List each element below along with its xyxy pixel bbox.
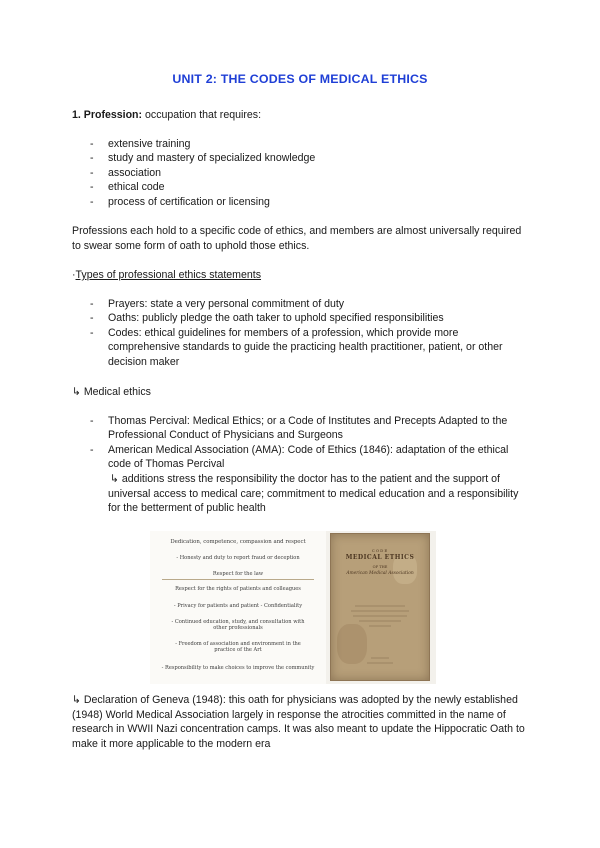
- slide-divider: [162, 579, 314, 580]
- list-item: - study and mastery of specialized knowledge: [72, 151, 532, 166]
- list-item: [72, 443, 532, 516]
- list-item: - process of certification or licensing: [72, 195, 532, 210]
- ama-additions-text: additions stress the responsibility the doctor has to the patient and the support of universal access to medical care; commitment to medical education and a responsibility for the betterment of public health: [108, 472, 519, 515]
- arrow-icon: ↳: [110, 472, 119, 485]
- list-item: - extensive training: [72, 137, 532, 152]
- profession-requirements-list: [72, 137, 532, 210]
- slide-line: - Freedom of association and environment in the practice of the Art: [175, 641, 301, 654]
- slide-line: Dedication, competence, compassion and respect: [170, 539, 306, 545]
- list-item: - Prayers: state a very personal commitment of duty: [72, 297, 532, 312]
- types-list: [72, 297, 532, 370]
- list-item: - association: [72, 166, 532, 181]
- ethics-principles-slide: [150, 531, 326, 684]
- profession-section: [72, 108, 532, 210]
- list-item: - Oaths: publicly pledge the oath taker to uphold specified responsibilities: [72, 311, 532, 326]
- book-title-line: American Medical Association: [346, 571, 414, 576]
- types-heading-line: [72, 268, 532, 283]
- profession-intro: occupation that requires:: [142, 109, 262, 121]
- profession-heading: 1. Profession:: [72, 109, 143, 121]
- list-item: - ethical code: [72, 180, 532, 195]
- medical-ethics-list: [72, 414, 532, 516]
- arrow-icon: ↳: [72, 386, 81, 398]
- slide-line: - Continued education, study, and consultation with other professionals: [171, 619, 305, 632]
- ama-code-book-cover: [330, 533, 430, 681]
- arrow-icon: ↳: [72, 694, 81, 706]
- types-section: [72, 268, 532, 370]
- medical-ethics-section: [72, 385, 532, 516]
- book-title-line: CODE: [371, 548, 389, 553]
- slide-line: - Responsibility to make choices to improve the community: [161, 665, 315, 671]
- geneva-text: Declaration of Geneva (1948): this oath for physicians was adopted by the newly established (1948) World Medical Association largely in response the atrocities committed in the name of research in WWII Nazi concentration camps. It was also meant to update the Hippocratic Oath to make it more applicable to the modern era: [72, 694, 525, 750]
- ethics-figure: [150, 531, 436, 684]
- slide-line: Respect for the rights of patients and colleagues: [175, 586, 301, 592]
- medical-ethics-heading: Medical ethics: [83, 386, 151, 398]
- slide-line: - Privacy for patients and patient - Confidentiality: [173, 603, 303, 609]
- slide-line: - Honesty and duty to report fraud or deception: [176, 555, 300, 561]
- types-heading: Types of professional ethics statements: [75, 269, 262, 281]
- bullet-dot: ·: [72, 269, 76, 281]
- ama-code-text: American Medical Association (AMA): Code of Ethics (1846): adaptation of the ethical code of Thomas Percival: [108, 443, 509, 471]
- page-title: UNIT 2: THE CODES OF MEDICAL ETHICS: [172, 72, 428, 86]
- professions-paragraph: Professions each hold to a specific code of ethics, and members are almost universally required to swear some form of oath to uphold those ethics.: [72, 225, 522, 252]
- medical-ethics-heading-line: [72, 385, 532, 400]
- list-item: - Codes: ethical guidelines for members of a profession, which provide more comprehensive standards to guide the practicing health practitioner, patient, or other decision maker: [72, 326, 532, 370]
- ama-additions-note: [108, 472, 532, 516]
- list-item: - Thomas Percival: Medical Ethics; or a Code of Institutes and Precepts Adapted to the Professional Conduct of Physicians and Surgeons: [72, 414, 532, 443]
- profession-definition: [72, 108, 532, 123]
- geneva-paragraph: [72, 693, 532, 751]
- book-title-line: OF THE: [372, 565, 388, 569]
- slide-line: Respect for the law: [212, 571, 264, 577]
- book-fine-print: [331, 534, 429, 680]
- book-title-line: MEDICAL ETHICS: [345, 554, 415, 561]
